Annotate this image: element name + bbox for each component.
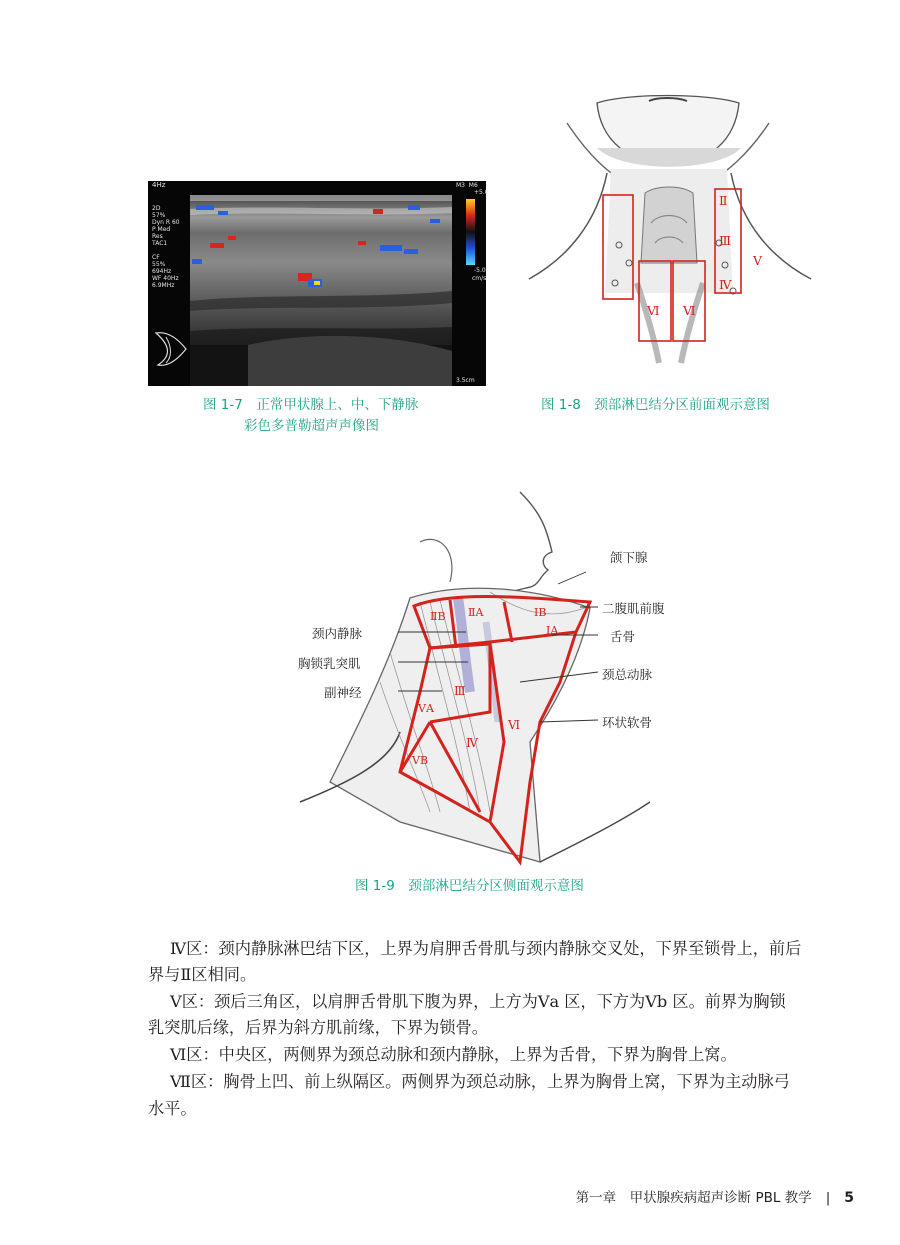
label-cricoid-cartilage: 环状软骨 [602, 715, 653, 730]
zone-label-VB: ⅤB [412, 754, 429, 767]
depth-readout: 3.5cm [456, 377, 475, 384]
ultrasound-scan [148, 181, 486, 386]
paragraph-zone-IV-line1: Ⅳ区：颈内静脉淋巴结下区，上界为肩胛舌骨肌与颈内静脉交叉处，下界至锁骨上，前后 [170, 939, 802, 958]
paragraph-zone-V-line2: 乳突肌后缘，后界为斜方肌前缘，下界为锁骨。 [148, 1018, 488, 1037]
figure-1-9-caption: 图 1-9 颈部淋巴结分区侧面观示意图 [355, 878, 584, 894]
paragraph-zone-VII-line1: Ⅶ区：胸骨上凹、前上纵隔区。两侧界为颈总动脉，上界为胸骨上窝，下界为主动脉弓 [170, 1072, 790, 1091]
zone-label-VI-left: Ⅵ [647, 303, 660, 318]
neck-front-view-diagram [527, 93, 813, 386]
paragraph-zone-VII-line2: 水平。 [148, 1099, 197, 1118]
neck-front-illustration [527, 93, 813, 386]
page-number: 5 [844, 1190, 854, 1206]
tissue-area [190, 195, 452, 345]
label-accessory-nerve: 副神经 [324, 685, 362, 700]
footer-chapter-title: 第一章 甲状腺疾病超声诊断 PBL 教学 [575, 1190, 812, 1206]
figure-1-7-caption-line2: 彩色多普勒超声声像图 [244, 418, 379, 434]
label-digastric-anterior-belly: 二腹肌前腹 [602, 601, 665, 616]
paragraph-zone-VI: Ⅵ区：中央区，两侧界为颈总动脉和颈内静脉，上界为舌骨，下界为胸骨上窝。 [170, 1045, 737, 1064]
figure-1-7-caption-line1: 图 1-7 正常甲状腺上、中、下静脉 [203, 397, 419, 413]
label-hyoid-bone: 舌骨 [610, 629, 636, 644]
zone-label-III: Ⅲ [719, 233, 732, 248]
zone-label-II: Ⅱ [719, 193, 728, 208]
scale-unit: cm/s [472, 275, 487, 282]
zone-label-IIA: ⅡA [468, 606, 484, 619]
label-sternocleidomastoid: 胸锁乳突肌 [298, 656, 361, 671]
scale-top: +5.0 [474, 189, 489, 196]
paragraph-zone-V-line1: Ⅴ区：颈后三角区，以肩胛舌骨肌下腹为界，上方为Ⅴa 区，下方为Ⅴb 区。前界为胸锁 [170, 992, 786, 1011]
figure-1-8-caption: 图 1-8 颈部淋巴结分区前面观示意图 [541, 397, 770, 413]
scale-bottom: -5.0 [474, 267, 486, 274]
zone-label-IIB: ⅡB [430, 610, 446, 623]
zone-label-IB: ⅠB [534, 606, 547, 619]
zone-label-VI: Ⅵ [508, 718, 521, 732]
ultrasound-image [148, 181, 489, 386]
footer-separator: | [825, 1190, 831, 1206]
ultrasound-mode: M3 M6 [456, 182, 478, 189]
zone-label-IV: Ⅳ [719, 277, 732, 292]
paragraph-zone-IV-line2: 界与Ⅱ区相同。 [148, 965, 257, 984]
zone-label-V: Ⅴ [753, 253, 763, 268]
ultrasound-frequency: 4Hz [152, 181, 166, 189]
neck-side-view-diagram [290, 482, 690, 874]
zone-label-IV: Ⅳ [466, 736, 478, 750]
label-common-carotid-artery: 颈总动脉 [602, 667, 653, 682]
color-scale-bar [466, 199, 475, 265]
zone-label-VI-right: Ⅵ [683, 303, 696, 318]
zone-label-IA: ⅠA [546, 624, 559, 637]
label-submandibular-gland: 颌下腺 [610, 550, 648, 565]
zone-label-III: Ⅲ [454, 684, 466, 698]
body-marker-icon [156, 333, 186, 366]
page-footer [576, 1186, 854, 1206]
label-internal-jugular-vein: 颈内静脉 [312, 626, 363, 641]
zone-label-VA: ⅤA [418, 702, 434, 715]
ultrasound-parameters: 2D 57% Dyn R 60 P Med Res TAC1 CF 55% 694Hz WF 40Hz 6.9MHz [152, 205, 180, 289]
